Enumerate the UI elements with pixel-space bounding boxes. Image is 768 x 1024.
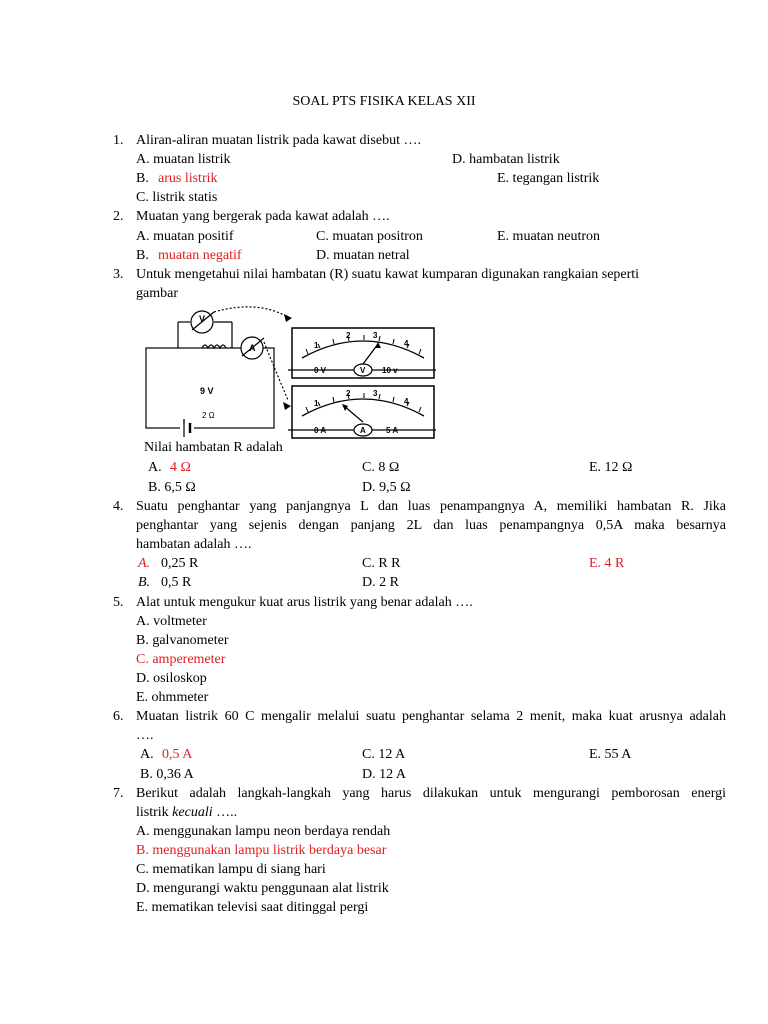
q3-option-a-answer: 4 Ω: [170, 460, 191, 475]
q4-number: 4.: [113, 499, 124, 514]
svg-text:0 V: 0 V: [314, 366, 327, 375]
q3-text-line1: Untuk mengetahui nilai hambatan (R) suatu kawat kumparan digunakan rangkaian seperti: [136, 267, 640, 282]
q1-option-c: C. listrik statis: [136, 190, 218, 205]
q3-text-line2: gambar: [136, 286, 178, 301]
q4-option-b: 0,5 R: [161, 575, 192, 590]
q5-text: Alat untuk mengukur kuat arus listrik yang benar adalah ….: [136, 595, 473, 610]
svg-text:4: 4: [404, 339, 409, 348]
q6-text-line1: Muatan listrik 60 C mengalir melalui suatu penghantar selama 2 menit, maka kuat arusnya adalah: [136, 709, 726, 724]
battery-label: 9 V: [200, 386, 214, 396]
svg-text:2: 2: [346, 389, 351, 398]
resistance-label: 2 Ω: [202, 411, 215, 420]
svg-text:A: A: [360, 426, 366, 435]
q4-text-line3: hambatan adalah ….: [136, 537, 252, 552]
q2-option-d: D. muatan netral: [316, 248, 410, 263]
q7-option-c: C. mematikan lampu di siang hari: [136, 862, 326, 877]
q4-option-b-letter: B.: [138, 575, 151, 590]
q1-text: Aliran-aliran muatan listrik pada kawat disebut ….: [136, 133, 421, 148]
q6-number: 6.: [113, 709, 124, 724]
q7-emphasis: kecuali: [172, 805, 213, 820]
q7-text-line1: Berikut adalah langkah-langkah yang harus dilakukan untuk mengurangi pemborosan energi: [136, 786, 726, 801]
ammeter-dial: [288, 386, 436, 438]
q1-option-e: E. tegangan listrik: [497, 171, 600, 186]
q2-option-a: A. muatan positif: [136, 229, 234, 244]
q1-option-b-answer: arus listrik: [158, 171, 218, 186]
q3-option-c: C. 8 Ω: [362, 460, 400, 475]
q4-option-e-answer: E. 4 R: [589, 556, 625, 571]
svg-text:V: V: [360, 366, 366, 375]
q6-option-c: C. 12 A: [362, 747, 406, 762]
circuit-figure: [136, 302, 438, 442]
svg-text:4: 4: [404, 397, 409, 406]
q7-option-b-answer: B. menggunakan lampu listrik berdaya besar: [136, 843, 387, 858]
q7-option-a: A. menggunakan lampu neon berdaya rendah: [136, 824, 391, 839]
q3-option-a-letter: A.: [148, 460, 162, 475]
svg-text:10 v: 10 v: [382, 366, 398, 375]
svg-text:2: 2: [346, 331, 351, 340]
q7-number: 7.: [113, 786, 124, 801]
q2-text: Muatan yang bergerak pada kawat adalah ….: [136, 209, 390, 224]
q4-text-line2: penghantar yang sejenis dengan panjang 2L dan luas penampangnya 0,5A maka besarnya: [136, 518, 726, 533]
q2-option-c: C. muatan positron: [316, 229, 423, 244]
q2-option-e: E. muatan neutron: [497, 229, 601, 244]
voltmeter-dial: [288, 328, 436, 378]
q3-prompt: Nilai hambatan R adalah: [144, 440, 283, 455]
q5-option-b: B. galvanometer: [136, 633, 229, 648]
q4-option-c: C. R R: [362, 556, 401, 571]
q7-option-d: D. mengurangi waktu penggunaan alat listrik: [136, 881, 389, 896]
q3-number: 3.: [113, 267, 124, 282]
q7-text-line2: listrik kecuali …..: [136, 805, 238, 820]
q6-option-a-letter: A.: [140, 747, 154, 762]
q6-text-line2: ….: [136, 728, 154, 743]
q3-option-d: D. 9,5 Ω: [362, 480, 411, 495]
q6-option-d: D. 12 A: [362, 767, 406, 782]
q1-option-d: D. hambatan listrik: [452, 152, 560, 167]
q7-option-e: E. mematikan televisi saat ditinggal pergi: [136, 900, 369, 915]
ammeter-symbol-small: A: [249, 343, 256, 353]
q3-option-e: E. 12 Ω: [589, 460, 633, 475]
svg-text:3: 3: [373, 331, 378, 340]
q4-option-d: D. 2 R: [362, 575, 399, 590]
q6-option-e: E. 55 A: [589, 747, 632, 762]
q5-option-e: E. ohmmeter: [136, 690, 209, 705]
q4-option-a: 0,25 R: [161, 556, 199, 571]
q5-number: 5.: [113, 595, 124, 610]
svg-text:1: 1: [314, 341, 319, 350]
voltmeter-symbol-small: V: [199, 314, 206, 324]
q2-number: 2.: [113, 209, 124, 224]
q2-option-b-letter: B.: [136, 248, 149, 263]
q1-number: 1.: [113, 133, 124, 148]
q5-option-c-answer: C. amperemeter: [136, 652, 226, 667]
q2-option-b-answer: muatan negatif: [158, 248, 242, 263]
q4-text-line1: Suatu penghantar yang panjangnya L dan luas penampangnya A, memiliki hambatan R. Jika: [136, 499, 726, 514]
q1-option-a: A. muatan listrik: [136, 152, 231, 167]
svg-text:1: 1: [314, 399, 319, 408]
svg-text:0 A: 0 A: [314, 426, 327, 435]
q5-option-a: A. voltmeter: [136, 614, 207, 629]
svg-text:3: 3: [373, 389, 378, 398]
q5-option-d: D. osiloskop: [136, 671, 207, 686]
page-title: SOAL PTS FISIKA KELAS XII: [292, 94, 476, 109]
q6-option-b: B. 0,36 A: [140, 767, 194, 782]
q1-option-b-letter: B.: [136, 171, 149, 186]
q6-option-a-answer: 0,5 A: [162, 747, 193, 762]
q3-option-b: B. 6,5 Ω: [148, 480, 196, 495]
q4-option-a-letter: A.: [138, 556, 151, 571]
svg-text:5 A: 5 A: [386, 426, 399, 435]
